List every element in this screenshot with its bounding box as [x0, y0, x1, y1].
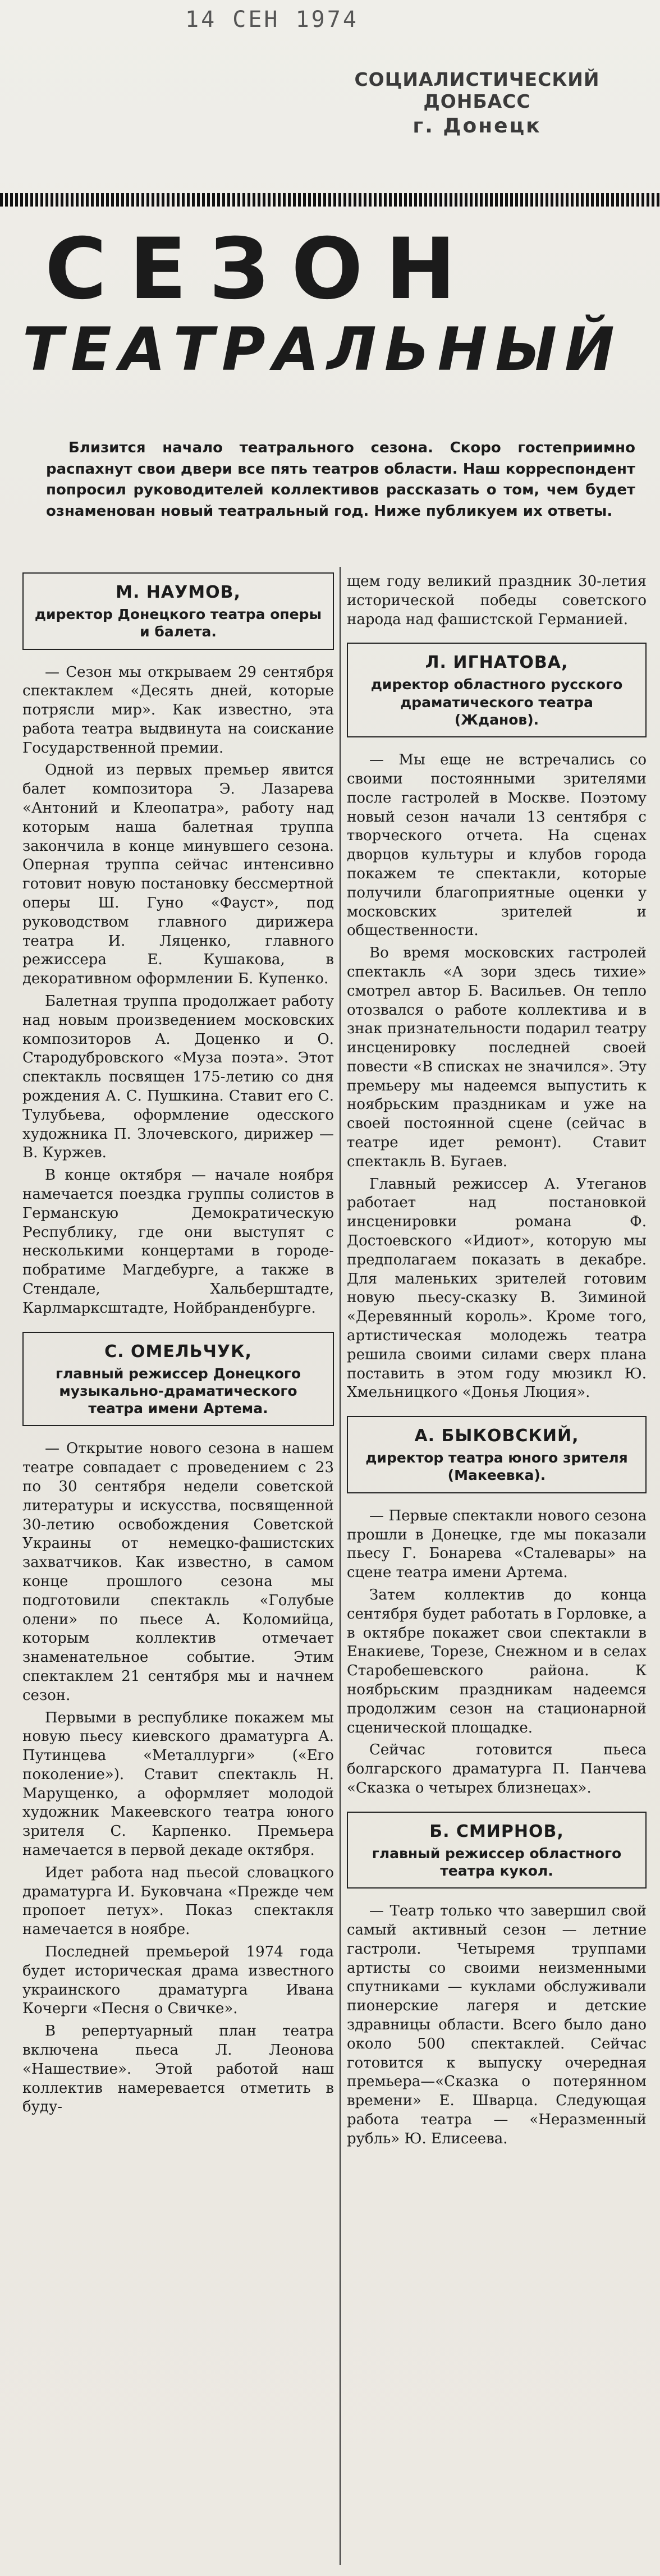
author-role: директор Донецкого театра оперы и балета.: [34, 606, 322, 640]
paragraph: В репертуарный план театра включена пьеса Л. Леонова «Нашествие». Этой работой наш коллектив намеревается отметить в буду-: [22, 2023, 334, 2116]
author-name: Б. СМИРНОВ,: [429, 1821, 564, 1841]
author-role: главный режиссер Донецкого музыкально-драматического театра имени Артема.: [55, 1365, 301, 1417]
newspaper-name: СОЦИАЛИСТИЧЕСКИЙ ДОНБАСС: [354, 68, 600, 112]
author-box-naumov: [22, 572, 334, 650]
paragraph: — Театр только что завершил свой самый активный сезон — летние гастроли. Четыремя труппами артисты со своими неизменными спутниками — куклами обслуживали пионерские лагеря и детские здравницы области. Всего было дано около 500 спектаклей. Сейчас готовится к выпуску очередная премьера—«Сказка о потерянном времени» Е. Шварца. Следующая работа театра — «Неразменный рубль» Ю. Елисеева.: [347, 1903, 647, 2147]
author-role: главный режиссер областного театра кукол.: [372, 1845, 622, 1879]
headline: [22, 221, 640, 384]
headline-line1: СЕЗОН: [45, 221, 479, 318]
paragraph: — Сезон мы открываем 29 сентября спектаклем «Десять дней, которые потрясли мир». Как известно, эта работа театра выдвинута на соискание Государственной премии.: [22, 663, 334, 757]
paragraph: Одной из первых премьер явится балет композитора Э. Лазарева «Антоний и Клеопатра», работу над которым наша балетная труппа закончила в конце минувшего сезона. Оперная труппа сейчас интенсивно готовит новую постановку бессмертной оперы Ш. Гуно «Фауст», под руководством главного дирижера театра И. Ляценко, главного режиссера Е. Кушакова, в декоративном оформлении Б. Купенко.: [22, 762, 334, 988]
paragraph: — Мы еще не встречались со своими постоянными зрителями после гастролей в Москве. Поэтому новый сезон начали 13 сентября с творческого отчета. На сценах дворцов культуры и клубов города покажем те спектакли, которые получили благоприятные оценки у московских зрителей и общественности.: [347, 751, 647, 939]
column-divider: [340, 567, 341, 2565]
source-header: [326, 68, 629, 137]
author-name: С. ОМЕЛЬЧУК,: [104, 1341, 252, 1362]
paragraph: Сейчас готовится пьеса болгарского драматурга П. Панчева «Сказка о четырех близнецах».: [347, 1741, 647, 1796]
city-name: г. Донецк: [412, 114, 542, 137]
paragraph: Главный режиссер А. Утеганов работает над постановкой инсценировки романа Ф. Достоевского «Идиот», которую мы предполагаем показать в декабре. Для маленьких зрителей готовим новую пьесу-сказку В. Зиминой «Деревянный король». Кроме того, артистическая молодежь театра решила своими силами сверх плана поставить в этом году мюзикл Ю. Хмельницкого «Донья Люция».: [347, 1175, 647, 1401]
date-stamp: 14 СЕН 1974: [185, 7, 359, 33]
paragraph: Первыми в республике покажем мы новую пьесу киевского драматурга А. Путинцева «Металлурги» («Его поколение»). Ставит спектакль Н. Марущенко, а оформляет молодой художник Макеевского театра юного зрителя С. Карпенко. Премьера намечается в первой декаде октября.: [22, 1709, 334, 1859]
paragraph: Балетная труппа продолжает работу над новым произведением московских композиторов А. Доценко и О. Стародубровского «Муза поэта». Этот спектакль посвящен 175-летию со дня рождения А. С. Пушкина. Ставит его С. Тулубьева, оформление одесского художника П. Злочевского, дирижер — В. Куржев.: [22, 993, 334, 1162]
paragraph: В конце октября — начале ноября намечается поездка группы солистов в Германскую Демократическую Республику, где они выступят с несколькими концертами в городе-побратиме Магдебурге, а также в Стендале, Хальберштадте, Карлмарксштадте, Нойбранденбурге.: [22, 1167, 334, 1317]
paragraph: — Открытие нового сезона в нашем театре совпадает с проведением с 23 по 30 сентября недели советской литературы и искусства, посвященной 30-летию освобождения Советской Украины от немецко-фашистских захватчиков. Как известно, в самом конце прошлого сезона мы подготовили спектакль «Голубые олени» по пьесе А. Коломийца, которым коллектив отмечает знаменательное событие. Этим спектаклем 21 сентября мы и начнем сезон.: [22, 1440, 334, 1704]
author-box-smirnov: [347, 1812, 647, 1889]
author-box-ignatova: [347, 643, 647, 737]
author-role: директор областного русского драматического театра (Жданов).: [370, 676, 623, 728]
author-box-omelchuk: [22, 1332, 334, 1427]
left-column: [22, 572, 334, 2120]
dotted-rule: [0, 193, 660, 207]
author-name: М. НАУМОВ,: [116, 583, 241, 602]
paragraph: Идет работа над пьесой словацкого драматурга И. Буковчана «Прежде чем пропоет петух». Показ спектакля намечается в ноябре.: [22, 1864, 334, 1938]
author-box-bykovsky: [347, 1416, 647, 1493]
paragraph-continuation: щем году великий праздник 30-летия исторической победы советского народа над фашистской Германией.: [347, 573, 647, 628]
author-name: Л. ИГНАТОВА,: [425, 653, 569, 673]
headline-line2: ТЕАТРАЛЬНЫЙ: [22, 315, 622, 384]
right-column: [347, 572, 647, 2152]
author-name: А. БЫКОВСКИЙ,: [414, 1426, 579, 1446]
paragraph: Последней премьерой 1974 года будет историческая драма известного украинского драматурга Ивана Кочерги «Песня о Свичке».: [22, 1944, 334, 2018]
lead-paragraph: Близится начало театрального сезона. Скоро гостеприимно распахнут свои двери все пять театров области. Наш корреспондент попросил руководителей коллективов рассказать о том, чем будет ознаменован новый театральный год. Ниже публикуем их ответы.: [46, 439, 635, 520]
author-role: директор театра юного зрителя (Макеевка).: [365, 1450, 628, 1484]
paragraph: Во время московских гастролей спектакль «А зори здесь тихие» смотрел автор Б. Васильев. Он тепло отозвался о работе коллектива и в знак признательности подарил театру инсценировку последней своей повести «В списках не значился». Эту премьеру мы надеемся выпустить к ноябрьским праздникам и уже на своей постоянной сцене (сейчас в театре идет ремонт). Ставит спектакль В. Бугаев.: [347, 945, 647, 1170]
paragraph: Затем коллектив до конца сентября будет работать в Горловке, а в октябре покажет свои спектакли в Енакиеве, Торезе, Снежном и в селах Старобешевского района. К ноябрьским праздникам надеемся продолжим сезон на стационарной сценической площадке.: [347, 1586, 647, 1736]
paragraph: — Первые спектакли нового сезона прошли в Донецке, где мы показали пьесу Г. Бонарева «Сталевары» на сцене театра имени Артема.: [347, 1507, 647, 1582]
